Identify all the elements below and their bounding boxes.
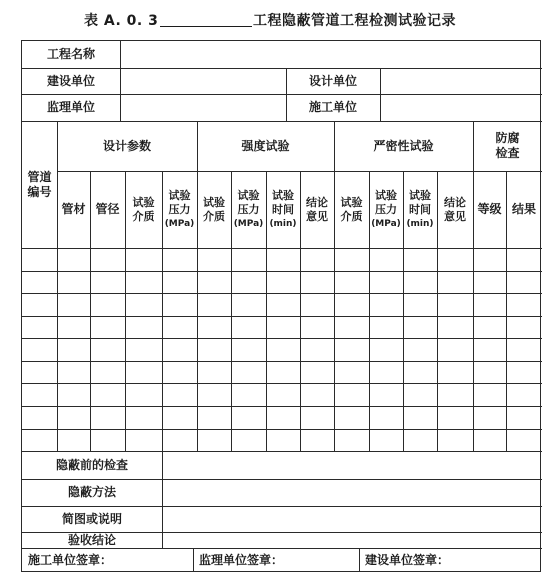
anticorrosion-header: [473, 121, 542, 171]
design-medium-header: [125, 171, 162, 248]
pressure-line-1: 试验: [168, 188, 191, 202]
conclusion-line-1: 结论: [306, 195, 328, 209]
strength-time-header: [266, 171, 300, 248]
rule: [22, 316, 542, 317]
project-name-label: 工程名称: [46, 47, 95, 61]
pressure-line-1: 试验: [237, 188, 260, 202]
strength-conclusion-header: [300, 171, 334, 248]
medium-line-2: 介质: [340, 209, 363, 223]
medium-line-2: 介质: [203, 209, 225, 223]
medium-line-1: 试验: [340, 195, 363, 209]
time-line-1: 试验: [272, 188, 294, 202]
conclusion-line-2: 意见: [306, 209, 328, 223]
method-field[interactable]: [163, 479, 541, 506]
medium-line-1: 试验: [203, 195, 225, 209]
tightness-medium-header: [334, 171, 369, 248]
pre-check-label: 隐蔽前的检查: [55, 457, 128, 472]
time-line-2: 时间: [272, 202, 294, 216]
pressure-unit: (MPa): [233, 218, 264, 229]
tightness-test-header: 严密性试验: [373, 138, 434, 153]
rule: [22, 271, 542, 272]
method-label: 隐蔽方法: [67, 485, 116, 499]
pressure-line-2: 压力: [375, 202, 397, 216]
time-unit: (min): [269, 218, 297, 229]
pressure-unit: (MPa): [164, 218, 195, 229]
conclusion-line-1: 结论: [444, 195, 466, 209]
builder-signature[interactable]: 建设单位签章：: [365, 552, 450, 567]
tightness-conclusion-header: [437, 171, 473, 248]
designer-label: 设计单位: [308, 73, 357, 88]
rule: [22, 293, 542, 294]
result-header: 结果: [511, 202, 536, 216]
time-line-1: 试验: [409, 188, 431, 202]
pipe-material-header: 管材: [61, 202, 86, 216]
contractor-label: 施工单位: [308, 100, 357, 114]
pipe-number-line-1: 管道: [27, 169, 52, 184]
pipe-number-header: [22, 121, 57, 248]
pressure-line-1: 试验: [375, 188, 397, 202]
medium-line-1: 试验: [132, 195, 155, 209]
supervisor-field[interactable]: [121, 94, 286, 121]
rule: [22, 338, 542, 339]
builder-field[interactable]: [121, 68, 286, 94]
rule: [22, 361, 542, 362]
rule: [22, 248, 542, 249]
designer-field[interactable]: [381, 68, 541, 94]
medium-line-2: 介质: [132, 209, 155, 223]
sketch-label: 简图或说明: [61, 511, 122, 526]
supervisor-signature[interactable]: 监理单位签章：: [199, 552, 284, 567]
supervisor-label: 监理单位: [46, 100, 95, 114]
sketch-field[interactable]: [163, 506, 541, 532]
pre-check-field[interactable]: [163, 451, 541, 479]
grade-header: 等级: [477, 202, 502, 216]
rule: [22, 429, 542, 430]
tightness-time-header: [403, 171, 437, 248]
rule: [22, 406, 542, 407]
pressure-line-2: 压力: [237, 202, 260, 216]
builder-label: 建设单位: [46, 73, 95, 88]
contractor-field[interactable]: [381, 94, 541, 121]
pipe-diameter-header: 管径: [95, 202, 120, 216]
table-code: 表 A. 0. 3: [84, 13, 159, 29]
acceptance-field[interactable]: [163, 532, 541, 548]
design-pressure-header: [162, 171, 197, 248]
time-unit: (min): [406, 218, 434, 229]
acceptance-label: 验收结论: [67, 532, 116, 547]
table-name: 工程隐蔽管道工程检测试验记录: [253, 13, 456, 29]
strength-pressure-header: [231, 171, 266, 248]
strength-medium-header: [197, 171, 231, 248]
form-title: [0, 6, 550, 32]
pressure-unit: (MPa): [371, 218, 401, 229]
project-name-blank: [160, 26, 252, 27]
pipe-number-line-2: 编号: [27, 184, 52, 199]
conclusion-line-2: 意见: [444, 209, 466, 223]
rule: [22, 383, 542, 384]
tightness-pressure-header: [369, 171, 403, 248]
time-line-2: 时间: [409, 202, 431, 216]
design-params-header: 设计参数: [102, 138, 151, 153]
pressure-line-2: 压力: [168, 202, 191, 216]
contractor-signature[interactable]: 施工单位签章：: [28, 552, 113, 567]
anticorrosion-line-1: 防腐: [495, 131, 520, 145]
record-form: [21, 40, 541, 572]
anticorrosion-line-2: 检查: [495, 146, 520, 160]
project-name-field[interactable]: [121, 41, 541, 68]
strength-test-header: 强度试验: [241, 138, 290, 153]
